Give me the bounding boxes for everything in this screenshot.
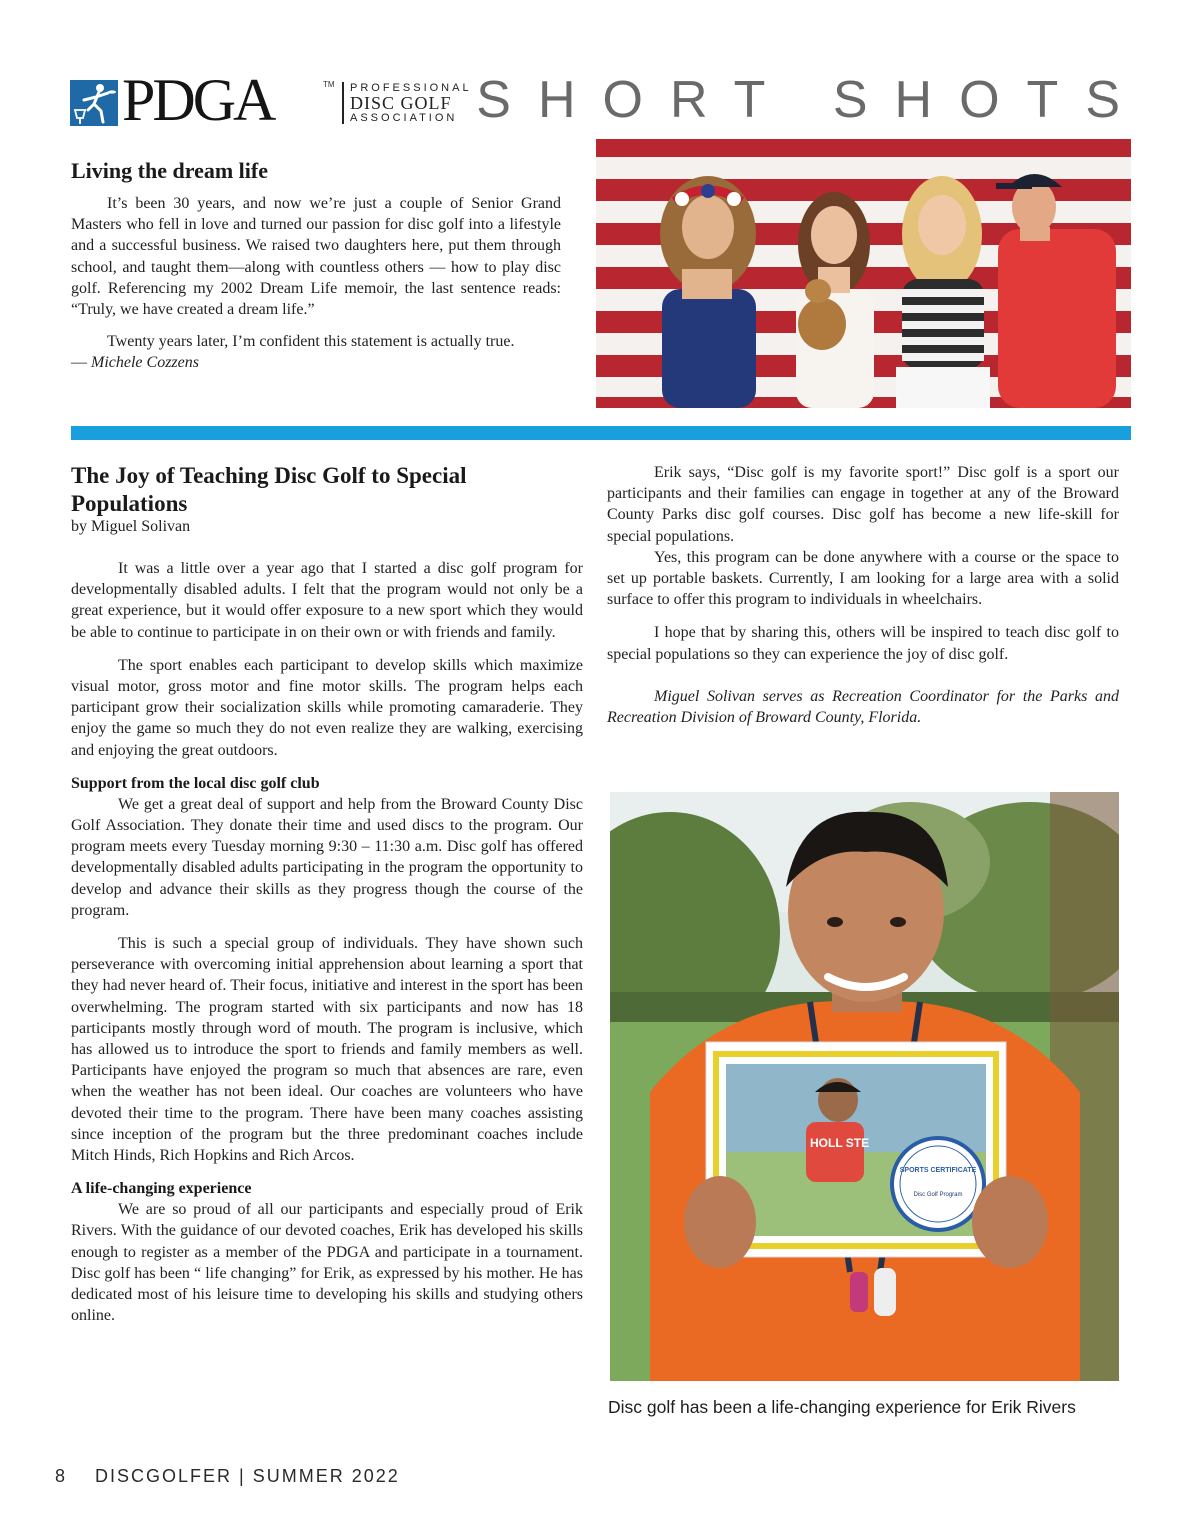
article-paragraph: Yes, this program can be done anywhere with a course or the space to set up portable baskets. Currently, I am looking for a large area with a solid surface to offer this program to individuals in wheelchairs. (607, 548, 1119, 609)
logo-subtitle-line3: ASSOCIATION (350, 112, 458, 124)
logo-trademark: TM (323, 80, 335, 89)
main-article-title: The Joy of Teaching Disc Golf to Special Populations (71, 463, 467, 516)
certificate-title: SPORTS CERTIFICATE (899, 1167, 977, 1174)
logo-subtitle-line2: DISC GOLF (350, 93, 452, 113)
byline-name: Michele Cozzens (91, 354, 199, 372)
logo-divider (342, 82, 344, 124)
article-paragraph: This is such a special group of individuals. They have shown such perseverance with overcoming initial apprehension about learning a sport that they had never heard of. Their focus, initiative and interest in the sport has been overwhelming. The program started with six participants and now has 18 participants mostly through word of mouth. The program is inclusive, which has allowed us to introduce the sport to friends and family members as well. Participants have enjoyed the program so much that absences are rare, even when the weather has not been ideal. Our coaches are volunteers who have devoted their time to the program. There have been many coaches assisting since inception of the program but the three predominant coaches include Mitch Hinds, Rich Hopkins and Rich Arcos. (71, 935, 583, 1165)
main-article-right-column (607, 462, 1119, 728)
article-paragraph: The sport enables each participant to develop skills which maximize visual motor, gross motor and fine motor skills. The program helps each participant grow their socialization skills while promoting camaraderie. They enjoy the game so much they do not even realize they are walking, exercising and enjoying the great outdoors. (71, 656, 583, 759)
photo-caption: Disc golf has been a life-changing experience for Erik Rivers (608, 1397, 1076, 1417)
section-divider-rule (71, 426, 1131, 440)
logo-subtitle-line1: PROFESSIONAL (350, 82, 472, 94)
erik-rivers-photo-image (610, 792, 1119, 1381)
article-paragraph: Erik says, “Disc golf is my favorite sport!” Disc golf is a sport our participants and their families can engage in together at any of the Broward County Parks disc golf courses. Disc golf has become a new life-skill for special populations. (607, 464, 1119, 545)
main-article-author: by Miguel Solivan (71, 518, 191, 535)
certificate-shirt-text: HOLL STE (810, 1136, 870, 1150)
byline-dash: — (71, 354, 91, 372)
author-credit: Miguel Solivan serves as Recreation Coordinator for the Parks and Recreation Division of Broward County, Florida. (607, 687, 1119, 727)
article-paragraph: We get a great deal of support and help from the Broward County Disc Golf Association. They donate their time and used discs to the program. Our program meets every Tuesday morning 9:30 – 11:30 a.m. Disc golf has offered developmentally disabled adults participating in the program the opportunity to develop and advance their skills as they progress though the course of the program. (71, 795, 583, 919)
pdga-logo (70, 67, 472, 133)
page-footer (55, 1466, 400, 1487)
family-photo-image (596, 139, 1131, 408)
main-article-left-column (71, 462, 583, 1327)
erik-rivers-photo (610, 792, 1119, 1381)
top-article-paragraph: It’s been 30 years, and now we’re just a couple of Senior Grand Masters who fell in love and turned our passion for disc golf into a lifestyle and a successful business. We raised two daughters here, put them through school, and taught them—along with countless others — how to play disc golf. Referencing my 2002 Dream Life memoir, the last sentence reads: “Truly, we have created a dream life.” (71, 195, 561, 319)
page-number: 8 (55, 1466, 66, 1486)
publication-name: DISCGOLFER | SUMMER 2022 (95, 1466, 400, 1486)
disc-golfer-icon (70, 80, 118, 126)
logo-subtitle (350, 82, 478, 125)
section-title: SHORT SHOTS (476, 71, 1147, 129)
article-paragraph: I hope that by sharing this, others will be inspired to teach disc golf to special populations so they can experience the joy of disc golf. (607, 624, 1119, 663)
top-article-byline (71, 352, 561, 373)
article-paragraph: It was a little over a year ago that I started a disc golf program for developmentally disabled adults. I felt that the program would not only be a great experience, but it would offer exposure to a new sport which they would be able to continue to participate in on their own or with friends and family. (71, 560, 583, 641)
top-article-paragraph: Twenty years later, I’m confident this statement is actually true. (107, 333, 515, 351)
subheading-support: Support from the local disc golf club (71, 774, 320, 792)
family-photo (596, 139, 1131, 408)
top-article (71, 158, 561, 374)
subheading-life-changing: A life-changing experience (71, 1180, 252, 1198)
certificate-subtitle: Disc Golf Program (913, 1192, 963, 1198)
article-paragraph: We are so proud of all our participants and especially proud of Erik Rivers. With the guidance of our devoted coaches, Erik has developed his skills enough to register as a member of the PDGA and participate in a tournament. Disc golf has been “ life changing” for Erik, as expressed by his mother. He has dedicated most of his leisure time to developing his skills and studying others online. (71, 1201, 583, 1325)
logo-wordmark: PDGA (122, 67, 274, 133)
top-article-title: Living the dream life (71, 158, 268, 183)
